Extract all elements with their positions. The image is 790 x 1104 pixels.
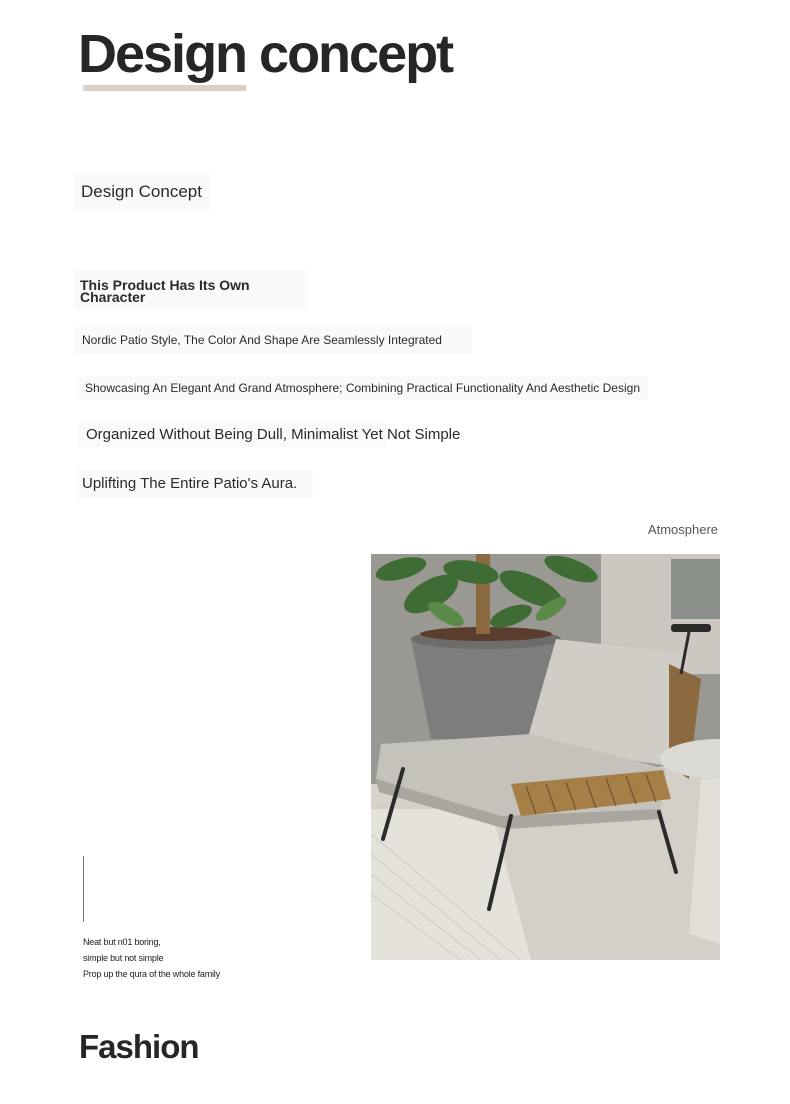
small-caption-line: Neat but n01 boring, <box>83 937 161 947</box>
atmosphere-label: Atmosphere <box>647 522 718 537</box>
small-caption-line: simple but not simple <box>83 953 164 963</box>
title-underline <box>83 85 246 91</box>
page-title: Design concept <box>78 24 453 84</box>
concept-line-3: Organized Without Being Dull, Minimalist Yet Not Simple <box>78 423 386 447</box>
lounge-chair-photo <box>371 554 720 960</box>
small-caption-line: Prop up the qura of the whole family <box>83 969 220 979</box>
concept-line-1: Nordic Patio Style, The Color And Shape Are Seamlessly Integrated <box>74 327 472 354</box>
concept-line-4: Uplifting The Entire Patio's Aura. <box>76 470 313 498</box>
character-heading: This Product Has Its Own Character <box>74 270 307 310</box>
section-heading-fashion: Fashion <box>79 1028 199 1065</box>
concept-line-2: Showcasing An Elegant And Grand Atmosphere; Combining Practical Functionality And Aesthetic Design <box>77 376 648 400</box>
vertical-divider <box>83 856 84 922</box>
concept-heading: Design Concept <box>74 172 210 212</box>
